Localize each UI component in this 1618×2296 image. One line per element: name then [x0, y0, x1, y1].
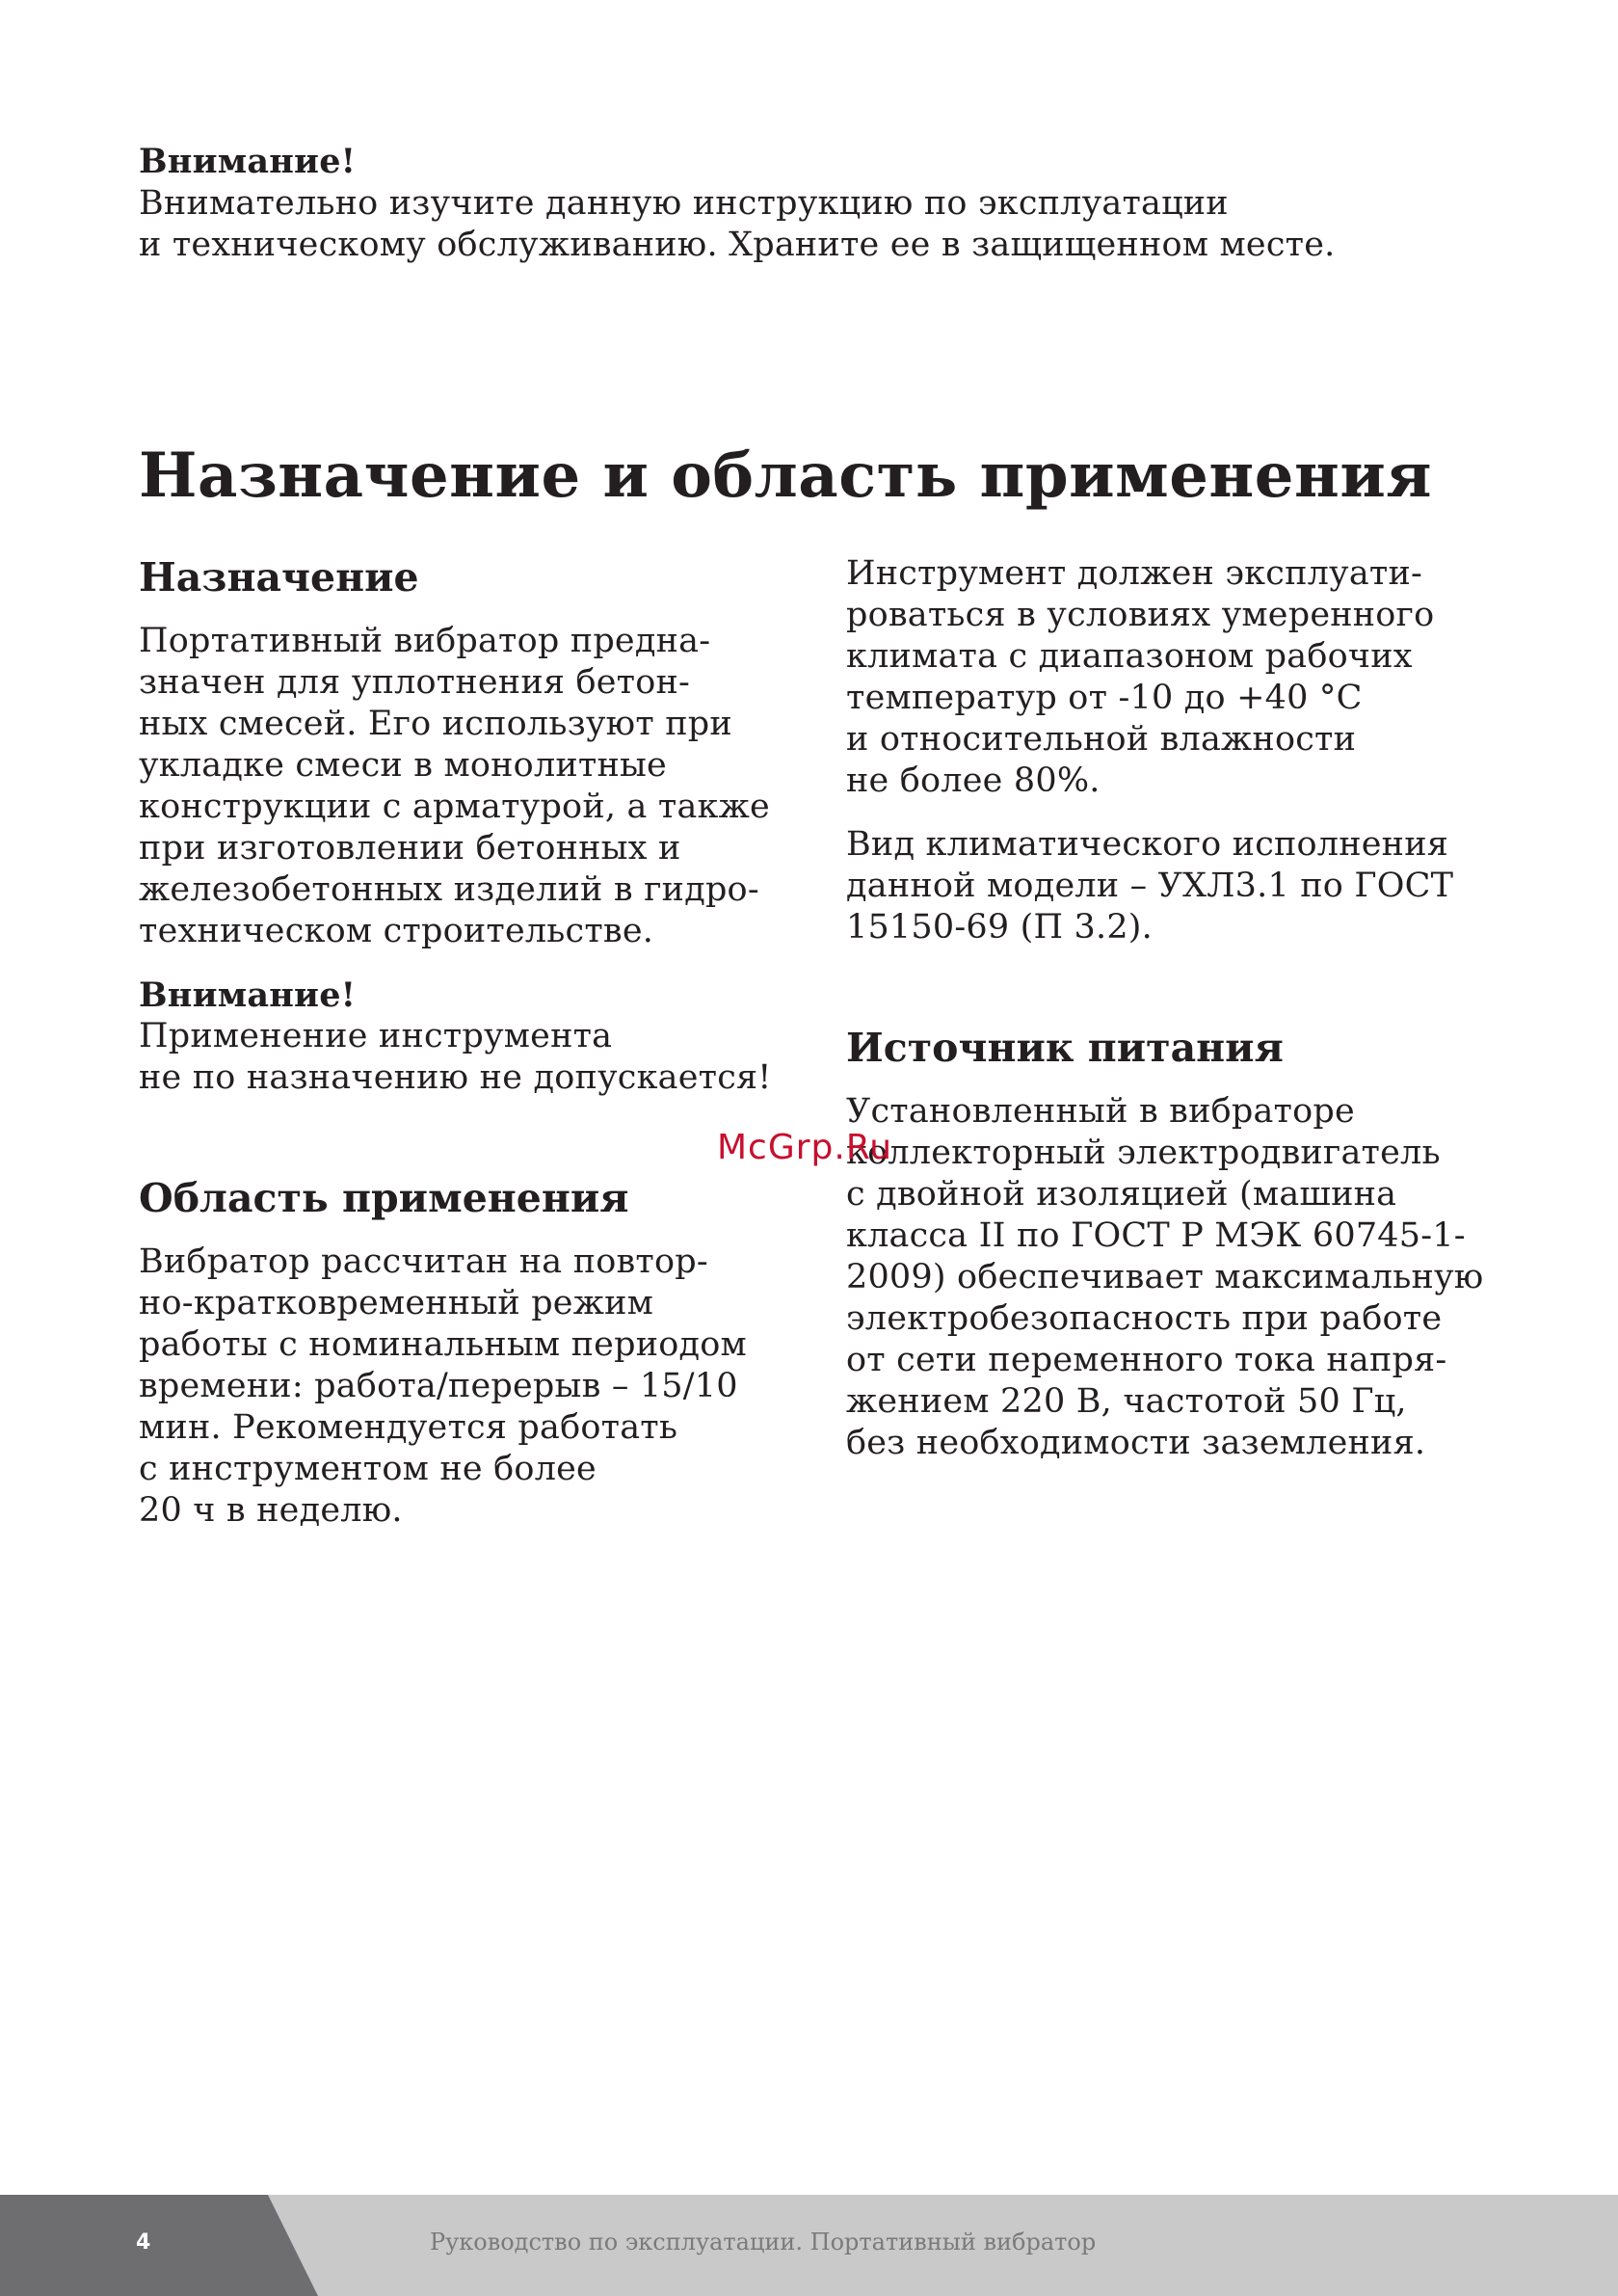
- climate-type-line: данной модели – УХЛ3.1 по ГОСТ: [846, 867, 1454, 905]
- scope-line: работы с номинальным периодом: [139, 1325, 747, 1364]
- page-number: 4: [136, 2230, 151, 2255]
- top-notice-line: Внимательно изучите данную инструкцию по эксплуатации: [139, 184, 1229, 223]
- usage-warning-line: Применение инструмента: [139, 1017, 613, 1055]
- purpose-line: Портативный вибратор предна-: [139, 622, 711, 660]
- climate-type-line: 15150-69 (П 3.2).: [846, 908, 1153, 947]
- power-line: 2009) обеспечивает максимальную: [846, 1258, 1484, 1296]
- right-column: [846, 553, 1521, 1464]
- climate-line: климата с диапазоном рабочих: [846, 637, 1413, 676]
- power-line: жением 220 В, частотой 50 Гц,: [846, 1382, 1407, 1421]
- scope-line: мин. Рекомендуется работать: [139, 1408, 678, 1447]
- power-line: с двойной изоляцией (машина: [846, 1175, 1397, 1214]
- purpose-line: ных смесей. Его используют при: [139, 705, 732, 743]
- left-column: [139, 553, 772, 1532]
- watermark: McGrp.Ru: [717, 1128, 893, 1167]
- climate-text: [846, 553, 1521, 802]
- usage-warning-title: Внимание!: [139, 975, 357, 1015]
- power-line: Установленный в вибраторе: [846, 1092, 1355, 1131]
- power-line: от сети переменного тока напря-: [846, 1341, 1447, 1379]
- scope-line: времени: работа/перерыв – 15/10: [139, 1367, 738, 1405]
- climate-line: не более 80%.: [846, 761, 1101, 800]
- purpose-text: [139, 621, 770, 952]
- scope-heading: Область применения: [139, 1175, 629, 1221]
- scope-line: но-кратковременный режим: [139, 1284, 654, 1322]
- scope-line: Вибратор рассчитан на повтор-: [139, 1242, 708, 1281]
- purpose-line: значен для уплотнения бетон-: [139, 663, 691, 702]
- climate-line: роваться в условиях умеренного: [846, 596, 1435, 634]
- usage-warning: [139, 974, 772, 1099]
- power-line: без необходимости заземления.: [846, 1424, 1426, 1462]
- climate-type-line: Вид климатического исполнения: [846, 825, 1449, 864]
- climate-type-text: [846, 824, 1521, 948]
- footer-title: Руководство по эксплуатации. Портативный вибратор: [430, 2229, 1097, 2256]
- usage-warning-line: не по назначению не допускается!: [139, 1058, 772, 1097]
- page-title: Назначение и область применения: [139, 440, 1433, 512]
- power-line: класса II по ГОСТ Р МЭК 60745-1-: [846, 1216, 1466, 1255]
- scope-line: 20 ч в неделю.: [139, 1491, 403, 1530]
- purpose-line: железобетонных изделий в гидро-: [139, 870, 759, 909]
- power-text: [846, 1091, 1521, 1464]
- scope-line: с инструментом не более: [139, 1450, 597, 1488]
- top-notice-line: и техническому обслуживанию. Храните ее в защищенном месте.: [139, 226, 1336, 264]
- power-line: коллекторный электродвигатель: [846, 1134, 1441, 1172]
- top-notice: [139, 141, 1335, 266]
- scope-text: [139, 1241, 765, 1532]
- purpose-line: укладке смеси в монолитные: [139, 746, 667, 785]
- purpose-line: техническом строительстве.: [139, 912, 654, 950]
- power-line: электробезопасность при работе: [846, 1299, 1443, 1338]
- power-heading: Источник питания: [846, 1025, 1284, 1071]
- climate-line: температур от -10 до +40 °С: [846, 679, 1363, 717]
- climate-line: и относительной влажности: [846, 720, 1357, 759]
- purpose-line: конструкции с арматурой, а также: [139, 788, 770, 826]
- climate-line: Инструмент должен эксплуати-: [846, 554, 1423, 593]
- purpose-line: при изготовлении бетонных и: [139, 829, 681, 868]
- purpose-heading: Назначение: [139, 554, 419, 601]
- footer-page-tab: [0, 2195, 318, 2296]
- top-notice-title: Внимание!: [139, 142, 357, 181]
